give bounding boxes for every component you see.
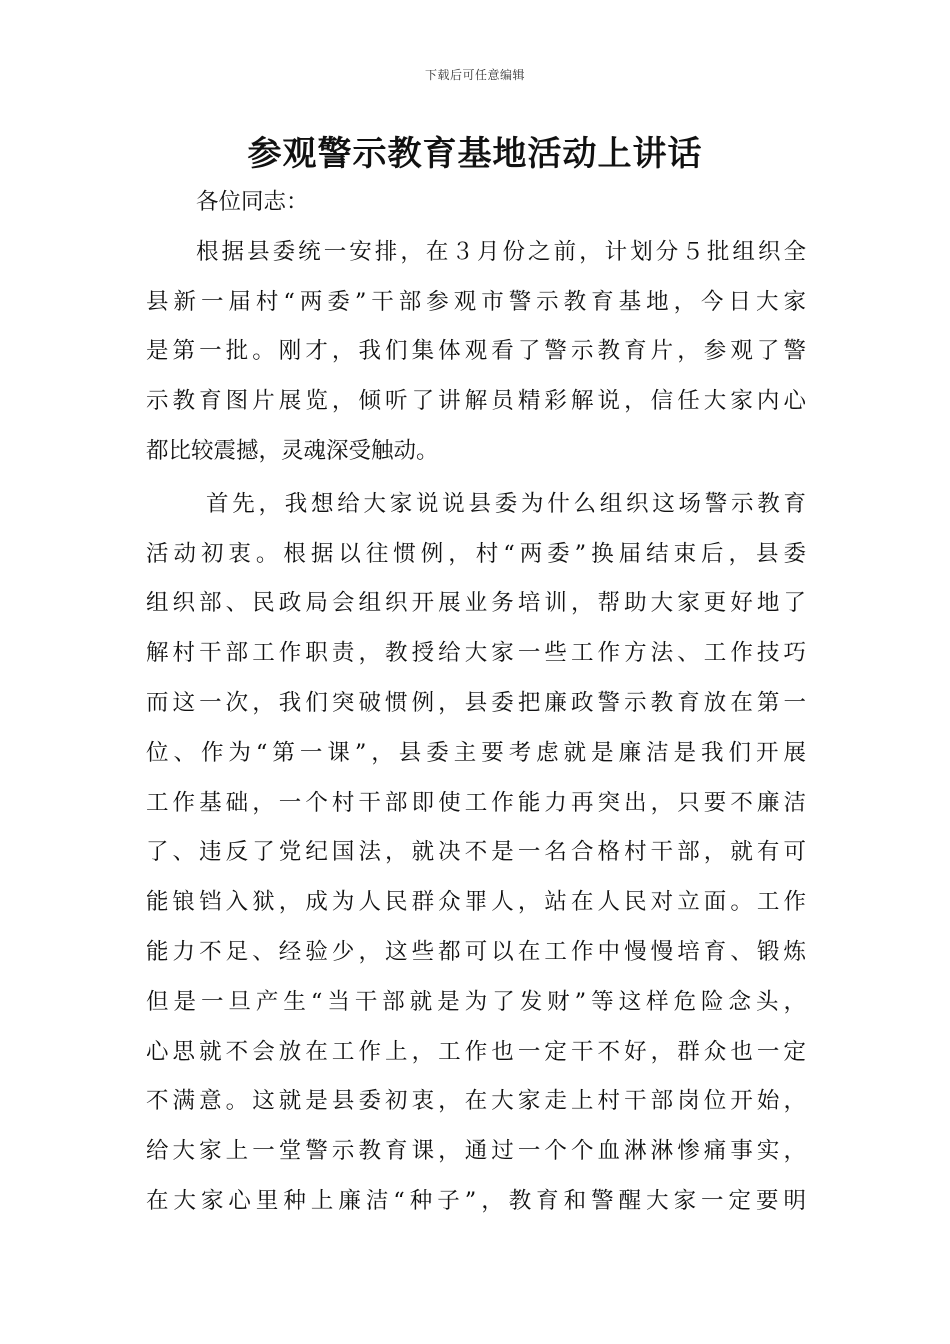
- paragraph-line: 活动初衷。根据以往惯例，村“两委”换届结束后，县委: [146, 540, 806, 567]
- paragraph-line: 给大家上一堂警示教育课，通过一个个血淋淋惨痛事实，: [146, 1138, 806, 1165]
- paragraph-line: 能力不足、经验少，这些都可以在工作中慢慢培育、锻炼: [146, 938, 806, 965]
- page-title: 参观警示教育基地活动上讲话: [247, 134, 703, 174]
- paragraph-line: 能锒铛入狱，成为人民群众罪人，站在人民对立面。工作: [146, 889, 806, 916]
- paragraph-2: [146, 480, 806, 1227]
- paragraph-line: 是第一批。刚才，我们集体观看了警示教育片，参观了警: [146, 338, 806, 365]
- document-body: [146, 178, 806, 1227]
- paragraph-line: 但是一旦产生“当干部就是为了发财”等这样危险念头，: [146, 988, 806, 1015]
- paragraph-line: 根据县委统一安排，在３月份之前，计划分５批组织全: [196, 238, 806, 265]
- paragraph-1: [146, 228, 806, 477]
- salutation: 各位同志：: [196, 189, 309, 215]
- paragraph-line: 县新一届村“两委”干部参观市警示教育基地，今日大家: [146, 288, 806, 315]
- paragraph-line: 组织部、民政局会组织开展业务培训，帮助大家更好地了: [146, 590, 806, 617]
- paragraph-line: 都比较震撼，灵魂深受触动。: [146, 437, 439, 464]
- paragraph-line: 不满意。这就是县委初衷，在大家走上村干部岗位开始，: [146, 1088, 806, 1115]
- paragraph-line: 解村干部工作职责，教授给大家一些工作方法、工作技巧: [146, 640, 806, 667]
- header-note: 下载后可任意编辑: [424, 68, 525, 82]
- paragraph-line: 心思就不会放在工作上，工作也一定干不好，群众也一定: [146, 1038, 806, 1065]
- paragraph-line: 了、违反了党纪国法，就决不是一名合格村干部，就有可: [146, 839, 806, 866]
- paragraph-line: 在大家心里种上廉洁“种子”，教育和警醒大家一定要明: [146, 1187, 806, 1214]
- paragraph-line: 示教育图片展览，倾听了讲解员精彩解说，信任大家内心: [146, 388, 806, 415]
- paragraph-line: 首先，我想给大家说说县委为什么组织这场警示教育: [206, 490, 806, 517]
- paragraph-line: 工作基础，一个村干部即使工作能力再突出，只要不廉洁: [146, 789, 806, 816]
- paragraph-line: 而这一次，我们突破惯例，县委把廉政警示教育放在第一: [146, 689, 806, 716]
- paragraph-line: 位、作为“第一课”，县委主要考虑就是廉洁是我们开展: [146, 739, 806, 766]
